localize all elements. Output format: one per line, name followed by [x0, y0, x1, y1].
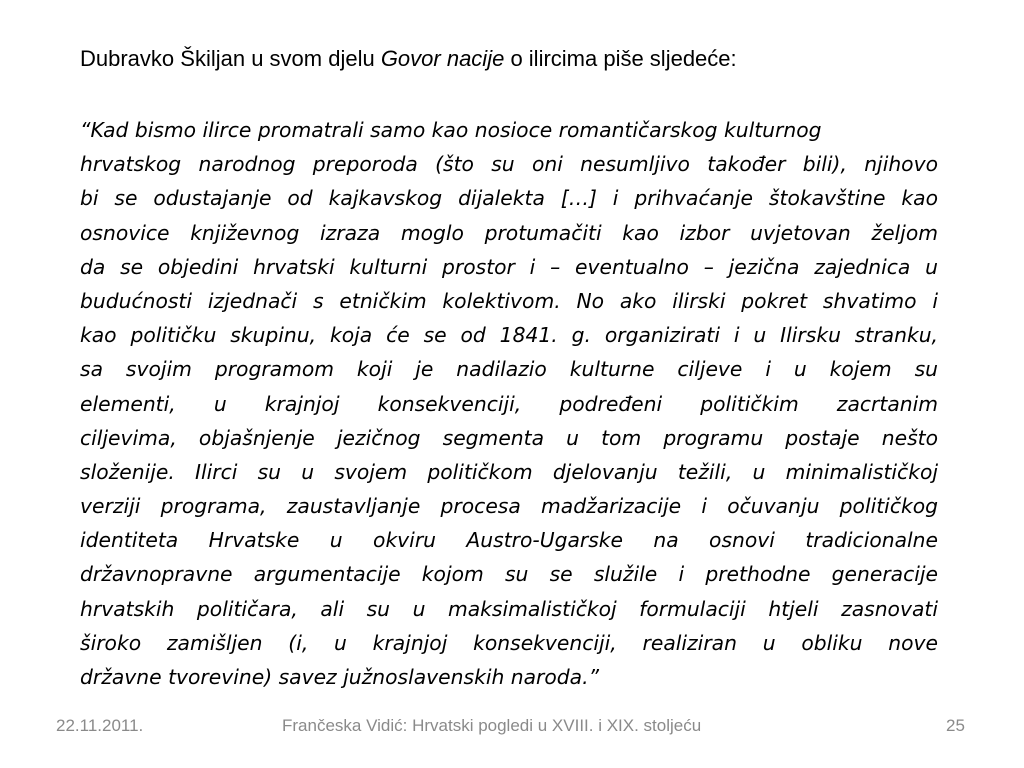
quote-line-7: kao političku skupinu, koja će se od 1841. g. organizirati i u Ilirsku stranku, — [80, 323, 938, 348]
quote-block — [80, 113, 938, 694]
quote-line-5: da se objedini hrvatski kulturni prostor i – eventualno – jezična zajednica u — [80, 254, 938, 279]
quote-line-10: ciljevima, objašnjenje jezičnog segmenta u tom programu postaje nešto — [80, 425, 938, 450]
quote-line-16: široko zamišljen (i, u krajnjoj konsekvenciji, realiziran u obliku nove — [80, 630, 938, 655]
quote-line-6: budućnosti izjednači s etničkim kolektivom. No ako ilirski pokret shvatimo i — [80, 288, 938, 313]
slide-heading — [80, 46, 980, 72]
quote-line-12: verziji programa, zaustavljanje procesa madžarizacije i očuvanju političkog — [80, 494, 938, 519]
heading-suffix: o ilircima piše sljedeće: — [504, 46, 737, 71]
quote-line-11: složenije. Ilirci su u svojem političkom djelovanju težili, u minimalističkoj — [80, 459, 938, 484]
quote-line-8: sa svojim programom koji je nadilazio kulturne ciljeve i u kojem su — [80, 357, 938, 382]
quote-line-15: hrvatskih političara, ali su u maksimalističkoj formulaciji htjeli zasnovati — [80, 596, 938, 621]
heading-work-title: Govor nacije — [380, 46, 505, 71]
quote-line-13: identiteta Hrvatske u okviru Austro-Ugarske na osnovi tradicionalne — [80, 528, 938, 553]
quote-line-2: hrvatskog narodnog preporoda (što su oni nesumljivo također bili), njihovo — [80, 152, 938, 177]
footer-date: 22.11.2011. — [56, 716, 144, 735]
quote-line-1: “Kad bismo ilirce promatrali samo kao nosioce romantičarskog kulturnog — [80, 118, 822, 142]
quote-line-4: osnovice književnog izraza moglo protumačiti kao izbor uvjetovan željom — [80, 220, 938, 245]
quote-line-14: državnopravne argumentacije kojom su se služile i prethodne generacije — [80, 562, 938, 587]
quote-line-9: elementi, u krajnjoj konsekvenciji, podređeni političkim zacrtanim — [80, 391, 938, 416]
heading-prefix: Dubravko Škiljan u svom djelu — [80, 46, 381, 71]
footer-title: Frančeska Vidić: Hrvatski pogledi u XVIII. i XIX. stoljeću — [282, 716, 702, 735]
footer-page-number: 25 — [946, 716, 965, 735]
quote-line-3: bi se odustajanje od kajkavskog dijalekta […] i prihvaćanje štokavštine kao — [80, 186, 938, 211]
quote-line-17: državne tvorevine) savez južnoslavenskih naroda.” — [80, 665, 600, 689]
